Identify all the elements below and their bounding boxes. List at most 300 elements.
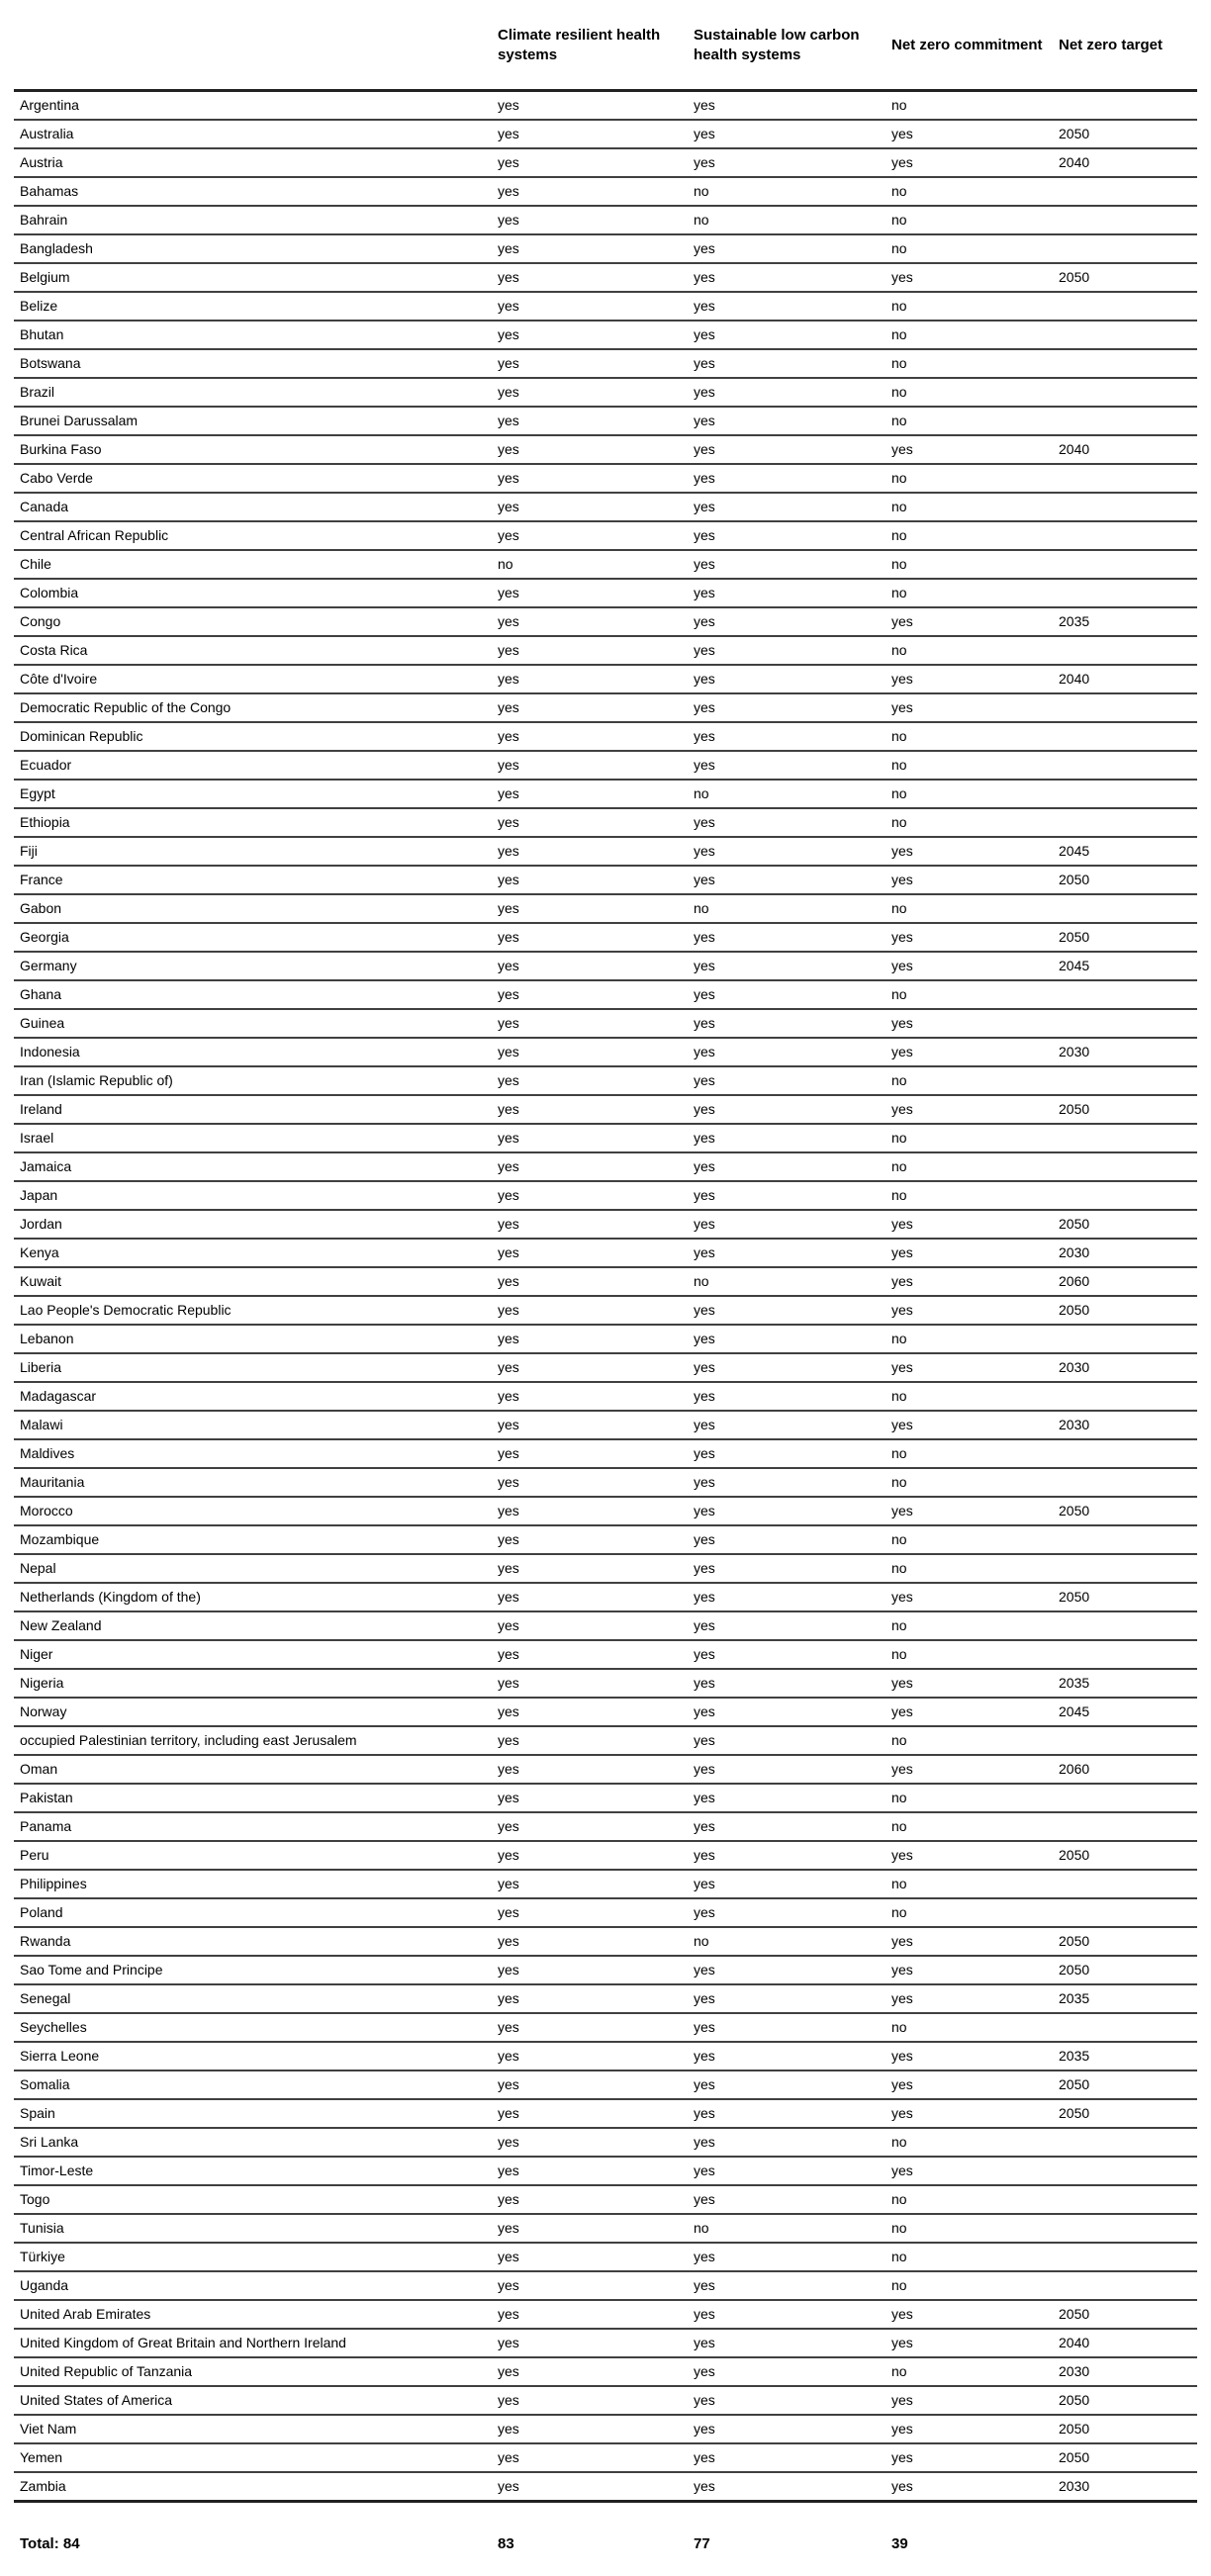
net-zero-commitment-cell: yes: [891, 1984, 1059, 2013]
country-cell: Ecuador: [14, 751, 498, 780]
net-zero-commitment-cell: yes: [891, 952, 1059, 980]
climate-resilient-cell: yes: [498, 780, 694, 808]
country-cell: Türkiye: [14, 2243, 498, 2271]
net-zero-target-cell: 2030: [1059, 1411, 1197, 1439]
country-cell: Burkina Faso: [14, 435, 498, 464]
net-zero-commitment-cell: yes: [891, 2042, 1059, 2070]
country-cell: Lebanon: [14, 1325, 498, 1353]
net-zero-commitment-cell: no: [891, 1898, 1059, 1927]
net-zero-commitment-cell: yes: [891, 1353, 1059, 1382]
climate-resilient-cell: yes: [498, 91, 694, 121]
climate-resilient-cell: yes: [498, 1956, 694, 1984]
climate-resilient-cell: yes: [498, 1784, 694, 1812]
net-zero-target-cell: 2045: [1059, 952, 1197, 980]
net-zero-commitment-cell: no: [891, 1152, 1059, 1181]
net-zero-target-cell: [1059, 521, 1197, 550]
country-cell: Germany: [14, 952, 498, 980]
country-cell: Dominican Republic: [14, 722, 498, 751]
country-cell: Nigeria: [14, 1669, 498, 1698]
table-row: [14, 2128, 1197, 2157]
net-zero-commitment-cell: no: [891, 2013, 1059, 2042]
climate-resilient-cell: yes: [498, 1841, 694, 1870]
table-row: [14, 636, 1197, 665]
country-cell: Belgium: [14, 263, 498, 292]
net-zero-target-cell: 2050: [1059, 263, 1197, 292]
net-zero-commitment-cell: no: [891, 91, 1059, 121]
net-zero-commitment-cell: yes: [891, 2070, 1059, 2099]
total-climate-resilient: 83: [498, 2502, 694, 2576]
table-row: [14, 1927, 1197, 1956]
sustainable-low-carbon-cell: yes: [694, 2070, 891, 2099]
table-row: [14, 2415, 1197, 2443]
sustainable-low-carbon-cell: yes: [694, 952, 891, 980]
net-zero-commitment-cell: no: [891, 464, 1059, 493]
country-cell: Democratic Republic of the Congo: [14, 693, 498, 722]
header-net-zero-commitment: Net zero commitment: [891, 4, 1059, 91]
sustainable-low-carbon-cell: yes: [694, 2357, 891, 2386]
climate-resilient-cell: yes: [498, 1583, 694, 1611]
net-zero-commitment-cell: no: [891, 722, 1059, 751]
country-cell: Ethiopia: [14, 808, 498, 837]
climate-resilient-cell: yes: [498, 2300, 694, 2329]
net-zero-target-cell: 2050: [1059, 2300, 1197, 2329]
net-zero-target-cell: [1059, 894, 1197, 923]
climate-resilient-cell: yes: [498, 1267, 694, 1296]
net-zero-target-cell: 2030: [1059, 1038, 1197, 1066]
sustainable-low-carbon-cell: yes: [694, 1497, 891, 1525]
country-cell: Spain: [14, 2099, 498, 2128]
net-zero-commitment-cell: no: [891, 407, 1059, 435]
table-row: [14, 521, 1197, 550]
total-net-zero-commitment: 39: [891, 2502, 1059, 2576]
net-zero-commitment-cell: no: [891, 1468, 1059, 1497]
table-row: [14, 177, 1197, 206]
net-zero-commitment-cell: no: [891, 1325, 1059, 1353]
table-row: [14, 1525, 1197, 1554]
sustainable-low-carbon-cell: yes: [694, 521, 891, 550]
country-cell: Oman: [14, 1755, 498, 1784]
net-zero-target-cell: [1059, 1152, 1197, 1181]
table-row: [14, 923, 1197, 952]
net-zero-commitment-cell: yes: [891, 1411, 1059, 1439]
climate-resilient-cell: yes: [498, 1497, 694, 1525]
country-cell: Georgia: [14, 923, 498, 952]
country-cell: Sierra Leone: [14, 2042, 498, 2070]
net-zero-target-cell: 2030: [1059, 1353, 1197, 1382]
climate-resilient-cell: yes: [498, 1296, 694, 1325]
table-row: [14, 1611, 1197, 1640]
net-zero-commitment-cell: no: [891, 378, 1059, 407]
net-zero-target-cell: [1059, 1382, 1197, 1411]
net-zero-commitment-cell: yes: [891, 2472, 1059, 2502]
sustainable-low-carbon-cell: yes: [694, 2013, 891, 2042]
climate-resilient-cell: yes: [498, 2070, 694, 2099]
table-row: [14, 2214, 1197, 2243]
net-zero-target-cell: [1059, 550, 1197, 579]
net-zero-target-cell: 2060: [1059, 1267, 1197, 1296]
table-header: [14, 4, 1197, 91]
net-zero-commitment-cell: no: [891, 808, 1059, 837]
country-cell: Costa Rica: [14, 636, 498, 665]
net-zero-commitment-cell: no: [891, 1124, 1059, 1152]
table-row: [14, 751, 1197, 780]
table-row: [14, 435, 1197, 464]
net-zero-target-cell: [1059, 493, 1197, 521]
net-zero-commitment-cell: yes: [891, 435, 1059, 464]
sustainable-low-carbon-cell: no: [694, 177, 891, 206]
sustainable-low-carbon-cell: yes: [694, 866, 891, 894]
table-row: [14, 980, 1197, 1009]
climate-resilient-cell: yes: [498, 1152, 694, 1181]
country-cell: Chile: [14, 550, 498, 579]
climate-resilient-cell: yes: [498, 751, 694, 780]
net-zero-commitment-cell: yes: [891, 1956, 1059, 1984]
country-cell: Jamaica: [14, 1152, 498, 1181]
climate-resilient-cell: yes: [498, 866, 694, 894]
table-row: [14, 2013, 1197, 2042]
climate-resilient-cell: yes: [498, 464, 694, 493]
sustainable-low-carbon-cell: yes: [694, 1325, 891, 1353]
net-zero-target-cell: [1059, 808, 1197, 837]
climate-resilient-cell: yes: [498, 407, 694, 435]
climate-resilient-cell: yes: [498, 1325, 694, 1353]
sustainable-low-carbon-cell: yes: [694, 2128, 891, 2157]
net-zero-commitment-cell: no: [891, 894, 1059, 923]
sustainable-low-carbon-cell: yes: [694, 579, 891, 607]
climate-resilient-cell: yes: [498, 2443, 694, 2472]
country-cell: Indonesia: [14, 1038, 498, 1066]
net-zero-target-cell: [1059, 722, 1197, 751]
net-zero-commitment-cell: no: [891, 493, 1059, 521]
country-cell: Ireland: [14, 1095, 498, 1124]
climate-resilient-cell: yes: [498, 665, 694, 693]
sustainable-low-carbon-cell: yes: [694, 1296, 891, 1325]
country-cell: Japan: [14, 1181, 498, 1210]
net-zero-commitment-cell: yes: [891, 2157, 1059, 2185]
sustainable-low-carbon-cell: yes: [694, 1784, 891, 1812]
net-zero-commitment-cell: yes: [891, 923, 1059, 952]
net-zero-commitment-cell: no: [891, 1382, 1059, 1411]
table-row: [14, 1870, 1197, 1898]
net-zero-target-cell: [1059, 407, 1197, 435]
sustainable-low-carbon-cell: yes: [694, 636, 891, 665]
total-net-zero-target: [1059, 2502, 1197, 2576]
sustainable-low-carbon-cell: yes: [694, 435, 891, 464]
net-zero-target-cell: 2050: [1059, 2386, 1197, 2415]
table-row: [14, 1267, 1197, 1296]
net-zero-commitment-cell: no: [891, 292, 1059, 321]
table-row: [14, 1239, 1197, 1267]
climate-resilient-cell: yes: [498, 1812, 694, 1841]
country-cell: Iran (Islamic Republic of): [14, 1066, 498, 1095]
table-row: [14, 1726, 1197, 1755]
table-row: [14, 1698, 1197, 1726]
table-row: [14, 837, 1197, 866]
climate-resilient-cell: yes: [498, 263, 694, 292]
net-zero-commitment-cell: no: [891, 349, 1059, 378]
net-zero-target-cell: [1059, 2243, 1197, 2271]
net-zero-target-cell: [1059, 2185, 1197, 2214]
net-zero-target-cell: [1059, 1784, 1197, 1812]
net-zero-commitment-cell: no: [891, 1525, 1059, 1554]
country-cell: Uganda: [14, 2271, 498, 2300]
sustainable-low-carbon-cell: yes: [694, 378, 891, 407]
net-zero-commitment-cell: yes: [891, 2099, 1059, 2128]
climate-resilient-cell: yes: [498, 1439, 694, 1468]
net-zero-target-cell: 2040: [1059, 148, 1197, 177]
sustainable-low-carbon-cell: yes: [694, 1239, 891, 1267]
sustainable-low-carbon-cell: yes: [694, 722, 891, 751]
table-row: [14, 2099, 1197, 2128]
net-zero-target-cell: 2035: [1059, 1669, 1197, 1698]
net-zero-commitment-cell: no: [891, 780, 1059, 808]
table-row: [14, 894, 1197, 923]
table-row: [14, 1956, 1197, 1984]
sustainable-low-carbon-cell: yes: [694, 2185, 891, 2214]
country-cell: Gabon: [14, 894, 498, 923]
net-zero-target-cell: [1059, 1726, 1197, 1755]
sustainable-low-carbon-cell: yes: [694, 321, 891, 349]
table-row: [14, 2243, 1197, 2271]
net-zero-target-cell: [1059, 2271, 1197, 2300]
net-zero-commitment-cell: no: [891, 1439, 1059, 1468]
table-row: [14, 407, 1197, 435]
net-zero-target-cell: 2050: [1059, 2415, 1197, 2443]
totals-row: [14, 2502, 1197, 2576]
country-cell: Somalia: [14, 2070, 498, 2099]
sustainable-low-carbon-cell: yes: [694, 1841, 891, 1870]
country-cell: Austria: [14, 148, 498, 177]
net-zero-commitment-cell: yes: [891, 1095, 1059, 1124]
country-cell: Australia: [14, 120, 498, 148]
country-cell: United Republic of Tanzania: [14, 2357, 498, 2386]
sustainable-low-carbon-cell: yes: [694, 407, 891, 435]
country-cell: Congo: [14, 607, 498, 636]
country-cell: New Zealand: [14, 1611, 498, 1640]
country-cell: Bangladesh: [14, 234, 498, 263]
sustainable-low-carbon-cell: yes: [694, 1870, 891, 1898]
net-zero-commitment-cell: yes: [891, 1267, 1059, 1296]
net-zero-target-cell: 2050: [1059, 1583, 1197, 1611]
country-cell: Norway: [14, 1698, 498, 1726]
climate-resilient-cell: yes: [498, 1411, 694, 1439]
table-row: [14, 263, 1197, 292]
net-zero-target-cell: [1059, 464, 1197, 493]
sustainable-low-carbon-cell: yes: [694, 1525, 891, 1554]
net-zero-commitment-cell: yes: [891, 1038, 1059, 1066]
sustainable-low-carbon-cell: yes: [694, 1611, 891, 1640]
country-cell: Niger: [14, 1640, 498, 1669]
table-footer: [14, 2502, 1197, 2576]
net-zero-commitment-cell: yes: [891, 120, 1059, 148]
net-zero-commitment-cell: yes: [891, 1698, 1059, 1726]
table-row: [14, 1124, 1197, 1152]
country-cell: United Kingdom of Great Britain and Northern Ireland: [14, 2329, 498, 2357]
net-zero-target-cell: [1059, 751, 1197, 780]
net-zero-commitment-cell: yes: [891, 2329, 1059, 2357]
table-row: [14, 1038, 1197, 1066]
table-row: [14, 1583, 1197, 1611]
table-row: [14, 579, 1197, 607]
country-cell: Central African Republic: [14, 521, 498, 550]
table-row: [14, 2042, 1197, 2070]
net-zero-target-cell: 2050: [1059, 923, 1197, 952]
table-row: [14, 378, 1197, 407]
net-zero-target-cell: [1059, 2013, 1197, 2042]
climate-resilient-cell: yes: [498, 837, 694, 866]
table-row: [14, 1468, 1197, 1497]
net-zero-commitment-cell: no: [891, 1726, 1059, 1755]
country-cell: Argentina: [14, 91, 498, 121]
table-row: [14, 234, 1197, 263]
climate-resilient-cell: yes: [498, 722, 694, 751]
net-zero-commitment-cell: no: [891, 2357, 1059, 2386]
country-cell: Mauritania: [14, 1468, 498, 1497]
climate-resilient-cell: yes: [498, 980, 694, 1009]
climate-resilient-cell: yes: [498, 349, 694, 378]
sustainable-low-carbon-cell: yes: [694, 1726, 891, 1755]
net-zero-target-cell: 2040: [1059, 435, 1197, 464]
climate-resilient-cell: yes: [498, 2157, 694, 2185]
country-cell: United Arab Emirates: [14, 2300, 498, 2329]
net-zero-commitment-cell: no: [891, 2214, 1059, 2243]
table-row: [14, 2329, 1197, 2357]
net-zero-target-cell: 2050: [1059, 1296, 1197, 1325]
climate-resilient-cell: yes: [498, 2357, 694, 2386]
table-row: [14, 464, 1197, 493]
net-zero-commitment-cell: no: [891, 2128, 1059, 2157]
climate-resilient-cell: yes: [498, 1698, 694, 1726]
country-cell: Malawi: [14, 1411, 498, 1439]
net-zero-commitment-cell: no: [891, 1181, 1059, 1210]
table-row: [14, 1554, 1197, 1583]
country-cell: Cabo Verde: [14, 464, 498, 493]
climate-resilient-cell: yes: [498, 2271, 694, 2300]
table-row: [14, 321, 1197, 349]
sustainable-low-carbon-cell: yes: [694, 263, 891, 292]
net-zero-target-cell: 2030: [1059, 2357, 1197, 2386]
table-row: [14, 780, 1197, 808]
sustainable-low-carbon-cell: yes: [694, 2157, 891, 2185]
climate-resilient-cell: yes: [498, 607, 694, 636]
net-zero-commitment-cell: yes: [891, 2386, 1059, 2415]
sustainable-low-carbon-cell: yes: [694, 923, 891, 952]
country-cell: Belize: [14, 292, 498, 321]
climate-resilient-cell: yes: [498, 120, 694, 148]
sustainable-low-carbon-cell: yes: [694, 1353, 891, 1382]
header-climate-resilient: Climate resilient health systems: [498, 4, 694, 91]
climate-resilient-cell: yes: [498, 1382, 694, 1411]
net-zero-target-cell: 2050: [1059, 1841, 1197, 1870]
net-zero-target-cell: [1059, 234, 1197, 263]
climate-resilient-cell: yes: [498, 2042, 694, 2070]
table-body: [14, 91, 1197, 2502]
climate-resilient-cell: yes: [498, 2329, 694, 2357]
country-cell: Tunisia: [14, 2214, 498, 2243]
sustainable-low-carbon-cell: yes: [694, 2243, 891, 2271]
table-row: [14, 493, 1197, 521]
climate-resilient-cell: yes: [498, 1755, 694, 1784]
sustainable-low-carbon-cell: yes: [694, 665, 891, 693]
sustainable-low-carbon-cell: yes: [694, 464, 891, 493]
net-zero-target-cell: [1059, 1439, 1197, 1468]
table-row: [14, 550, 1197, 579]
sustainable-low-carbon-cell: yes: [694, 1554, 891, 1583]
country-cell: Netherlands (Kingdom of the): [14, 1583, 498, 1611]
table-row: [14, 1755, 1197, 1784]
sustainable-low-carbon-cell: yes: [694, 1898, 891, 1927]
net-zero-commitment-cell: yes: [891, 148, 1059, 177]
net-zero-target-cell: [1059, 91, 1197, 121]
country-cell: Bahamas: [14, 177, 498, 206]
sustainable-low-carbon-cell: yes: [694, 292, 891, 321]
country-cell: Canada: [14, 493, 498, 521]
climate-resilient-cell: yes: [498, 1898, 694, 1927]
table-row: [14, 349, 1197, 378]
country-cell: Viet Nam: [14, 2415, 498, 2443]
country-cell: Bhutan: [14, 321, 498, 349]
country-cell: Yemen: [14, 2443, 498, 2472]
sustainable-low-carbon-cell: yes: [694, 1439, 891, 1468]
net-zero-target-cell: [1059, 636, 1197, 665]
net-zero-target-cell: [1059, 1009, 1197, 1038]
climate-resilient-cell: yes: [498, 923, 694, 952]
country-cell: Ghana: [14, 980, 498, 1009]
climate-resilient-cell: yes: [498, 1554, 694, 1583]
net-zero-target-cell: [1059, 1181, 1197, 1210]
climate-resilient-cell: yes: [498, 1927, 694, 1956]
table-row: [14, 2357, 1197, 2386]
table-row: [14, 1439, 1197, 1468]
sustainable-low-carbon-cell: yes: [694, 2099, 891, 2128]
climate-resilient-cell: yes: [498, 1353, 694, 1382]
sustainable-low-carbon-cell: yes: [694, 1066, 891, 1095]
country-cell: Philippines: [14, 1870, 498, 1898]
net-zero-target-cell: 2050: [1059, 1927, 1197, 1956]
climate-resilient-cell: yes: [498, 292, 694, 321]
net-zero-target-cell: 2030: [1059, 1239, 1197, 1267]
sustainable-low-carbon-cell: no: [694, 1267, 891, 1296]
sustainable-low-carbon-cell: yes: [694, 1382, 891, 1411]
table-row: [14, 808, 1197, 837]
net-zero-target-cell: 2050: [1059, 2070, 1197, 2099]
country-cell: United States of America: [14, 2386, 498, 2415]
net-zero-target-cell: 2050: [1059, 2443, 1197, 2472]
net-zero-target-cell: [1059, 579, 1197, 607]
table-row: [14, 1066, 1197, 1095]
country-cell: Zambia: [14, 2472, 498, 2502]
net-zero-target-cell: [1059, 321, 1197, 349]
net-zero-commitment-cell: yes: [891, 263, 1059, 292]
net-zero-commitment-cell: no: [891, 1554, 1059, 1583]
net-zero-target-cell: 2050: [1059, 1210, 1197, 1239]
sustainable-low-carbon-cell: no: [694, 1927, 891, 1956]
header-country: [14, 4, 498, 91]
net-zero-commitment-cell: yes: [891, 1583, 1059, 1611]
sustainable-low-carbon-cell: no: [694, 894, 891, 923]
table-row: [14, 1984, 1197, 2013]
sustainable-low-carbon-cell: yes: [694, 1698, 891, 1726]
table-row: [14, 1210, 1197, 1239]
sustainable-low-carbon-cell: yes: [694, 2415, 891, 2443]
net-zero-commitment-cell: no: [891, 1066, 1059, 1095]
net-zero-target-cell: [1059, 177, 1197, 206]
table-row: [14, 1898, 1197, 1927]
country-cell: Lao People's Democratic Republic: [14, 1296, 498, 1325]
net-zero-target-cell: [1059, 2157, 1197, 2185]
country-cell: Colombia: [14, 579, 498, 607]
net-zero-commitment-cell: yes: [891, 1755, 1059, 1784]
